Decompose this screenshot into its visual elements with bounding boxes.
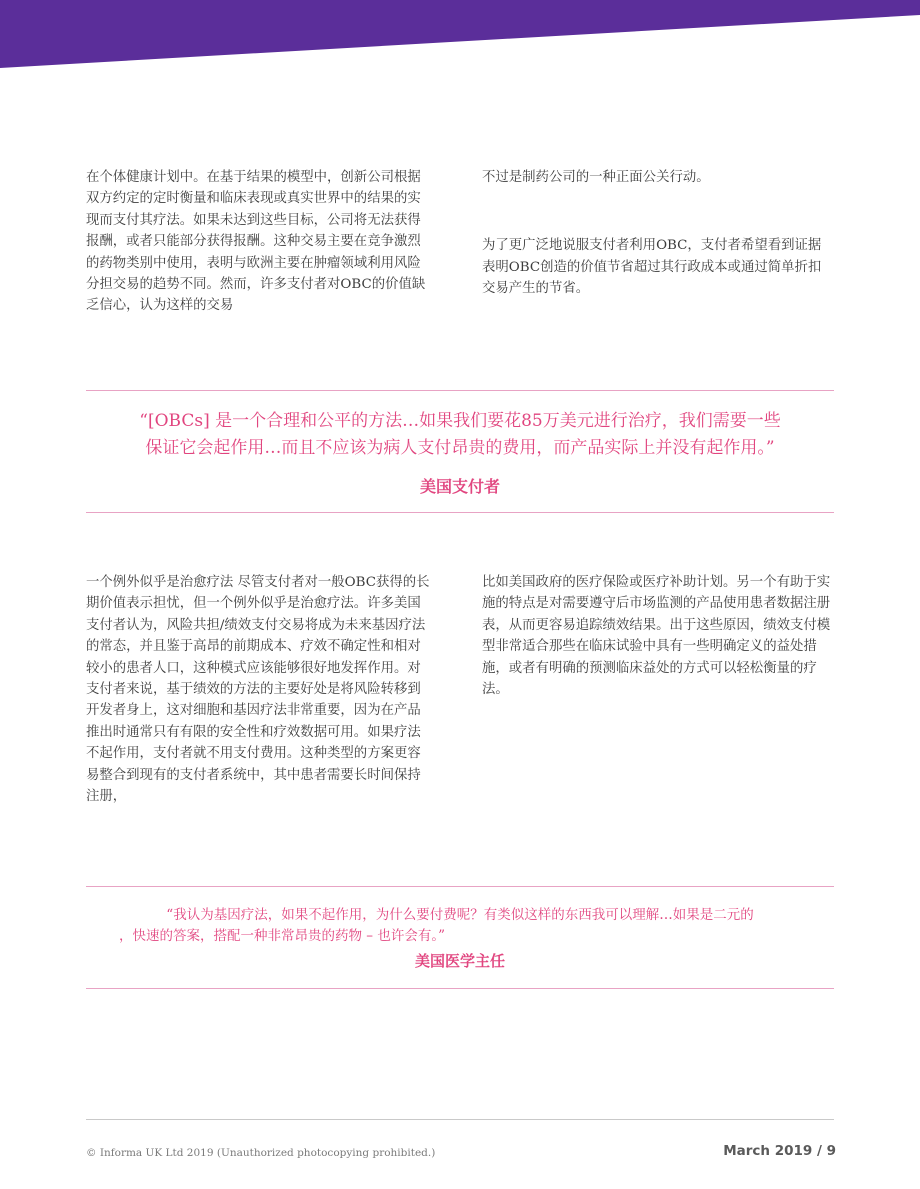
quote-attribution: 美国支付者 xyxy=(419,477,500,496)
page-number: March 2019 / 9 xyxy=(723,1143,836,1159)
quote-line: “[OBCs] 是一个合理和公平的方法…如果我们要花85万美元进行治疗，我们需要一些 xyxy=(139,411,781,431)
divider xyxy=(86,988,834,989)
divider xyxy=(86,390,834,391)
quote-attribution: 美国医学主任 xyxy=(414,952,505,970)
paragraph: 一个例外似乎是治愈疗法 尽管支付者对一般OBC获得的长期价值表示担忧，但一个例外似乎是治愈疗法。许多美国支付者认为，风险共担/绩效支付交易将成为未来基因疗法的常态，并且鉴于高昂的前期成本、疗效不确定性和相对较小的患者人口，这种模式应该能够很好地发挥作用。对支付者来说，基于绩效的方法的主要好处是将风险转移到开发者身上，这对细胞和基因疗法非常重要，因为在产品推出时通常只有有限的安全性和疗效数据可用。如果疗法不起作用，支付者就不用支付费用。这种类型的方案更容易整合到现有的支付者系统中，其中患者需要长时间保持注册， xyxy=(86,575,430,805)
quote-line: ，快速的答案，搭配一种非常昂贵的药物 – 也许会有。” xyxy=(119,928,445,944)
paragraph: 比如美国政府的医疗保险或医疗补助计划。另一个有助于实施的特点是对需要遵守后市场监测的产品使用患者数据注册表，从而更容易追踪绩效结果。出于这些原因，绩效支付模型非常适合那些在临床试验中具有一些明确定义的益处措施，或者有明确的预测临床益处的方式可以轻松衡量的疗法。 xyxy=(482,575,831,698)
body-column-left-2 xyxy=(86,572,434,807)
paragraph: 在个体健康计划中。在基于结果的模型中，创新公司根据双方约定的定时衡量和临床表现或真实世界中的结果的实现而支付其疗法。如果未达到这些目标，公司将无法获得报酬，或者只能部分获得报酬。这种交易主要在竞争激烈的药物类别中使用，表明与欧洲主要在肿瘤领域利用风险分担交易的趋势不同。然而，许多支付者对OBC的价值缺乏信心，认为这样的交易 xyxy=(86,170,426,314)
pull-quote xyxy=(86,408,834,462)
quote-line: 保证它会起作用…而且不应该为病人支付昂贵的费用，而产品实际上并没有起作用。” xyxy=(145,438,775,458)
header-banner xyxy=(0,0,920,70)
paragraph: 为了更广泛地说服支付者利用OBC，支付者希望看到证据表明OBC创造的价值节省超过其行政成本或通过简单折扣交易产生的节省。 xyxy=(482,238,822,297)
footer-divider xyxy=(86,1119,834,1120)
paragraph: 不过是制药公司的一种正面公关行动。 xyxy=(482,170,710,185)
body-column-right-1 xyxy=(482,167,834,300)
body-column-right-2 xyxy=(482,572,834,700)
copyright-notice: © Informa UK Ltd 2019 (Unauthorized photocopying prohibited.) xyxy=(86,1147,436,1159)
divider xyxy=(86,512,834,513)
divider xyxy=(86,886,834,887)
quote-line: “我认为基因疗法，如果不起作用，为什么要付费呢？有类似这样的东西我可以理解…如果是二元的 xyxy=(166,907,754,923)
pull-quote xyxy=(86,905,834,947)
body-column-left-1 xyxy=(86,167,434,317)
